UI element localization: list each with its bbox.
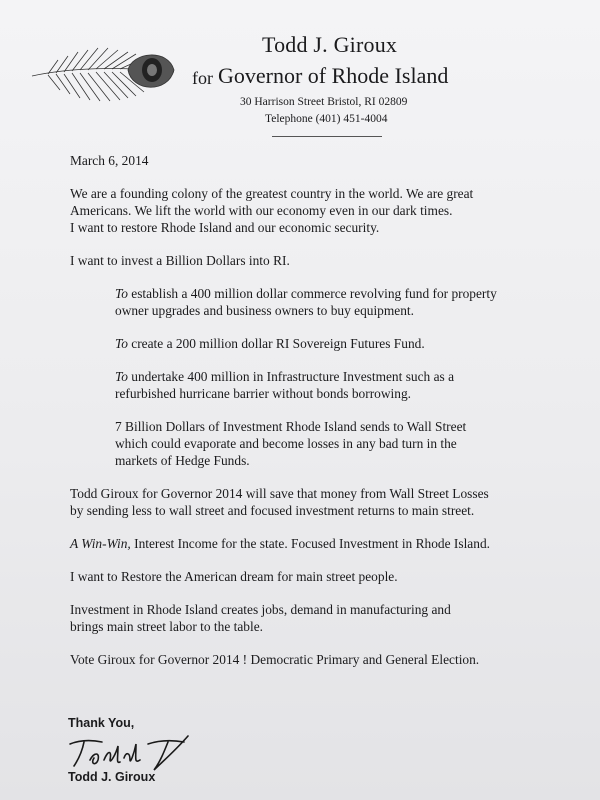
point-item	[115, 335, 580, 352]
winwin-paragraph	[70, 535, 580, 552]
vote-paragraph: Vote Giroux for Governor 2014 ! Democratic Primary and General Election.	[70, 652, 480, 667]
point-text: create a 200 million dollar RI Sovereign Futures Fund.	[127, 336, 425, 351]
wall-street-paragraph: 7 Billion Dollars of Investment Rhode Island sends to Wall Street which could evaporate and become losses in any bad turn in the markets of Hedge Funds.	[115, 419, 467, 468]
address: 30 Harrison Street Bristol, RI 02809	[240, 96, 408, 108]
dream-paragraph: I want to Restore the American dream for main street people.	[70, 569, 398, 584]
letter-body	[70, 152, 580, 684]
closing-thanks: Thank You,	[68, 716, 135, 730]
letterhead-divider	[272, 136, 382, 137]
save-paragraph: Todd Giroux for Governor 2014 will save that money from Wall Street Losses by sending less to wall street and focused investment returns to main street.	[70, 486, 489, 518]
point-text: establish a 400 million dollar commerce revolving fund for property owner upgrades and business owners to buy equipment.	[115, 286, 497, 318]
peacock-feather-icon	[28, 38, 178, 108]
for-label: for	[192, 68, 213, 88]
telephone: Telephone (401) 451-4004	[265, 113, 388, 125]
point-item	[115, 285, 580, 319]
point-text: undertake 400 million in Infrastructure Investment such as a refurbished hurricane barrier without bonds borrowing.	[115, 369, 455, 401]
candidate-name: Todd J. Giroux	[262, 32, 398, 57]
invest-paragraph: I want to invest a Billion Dollars into RI.	[70, 253, 290, 268]
point-item	[115, 368, 580, 402]
office-title: Governor of Rhode Island	[218, 63, 449, 88]
point-lead: To	[115, 369, 128, 384]
winwin-lead: A Win-Win,	[70, 536, 131, 551]
letter-date: March 6, 2014	[70, 153, 149, 168]
point-lead: To	[115, 286, 128, 301]
intro-paragraph: We are a founding colony of the greatest country in the world. We are great Americans. We lift the world with our economy even in our dark times. I want to restore Rhode Island and our economic security.	[70, 186, 474, 235]
handwritten-signature-icon	[64, 730, 194, 774]
signed-name: Todd J. Giroux	[68, 770, 156, 784]
point-lead: To	[115, 336, 128, 351]
winwin-text: Interest Income for the state. Focused Investment in Rhode Island.	[130, 536, 490, 551]
jobs-paragraph: Investment in Rhode Island creates jobs, demand in manufacturing and brings main street labor to the table.	[70, 602, 451, 634]
